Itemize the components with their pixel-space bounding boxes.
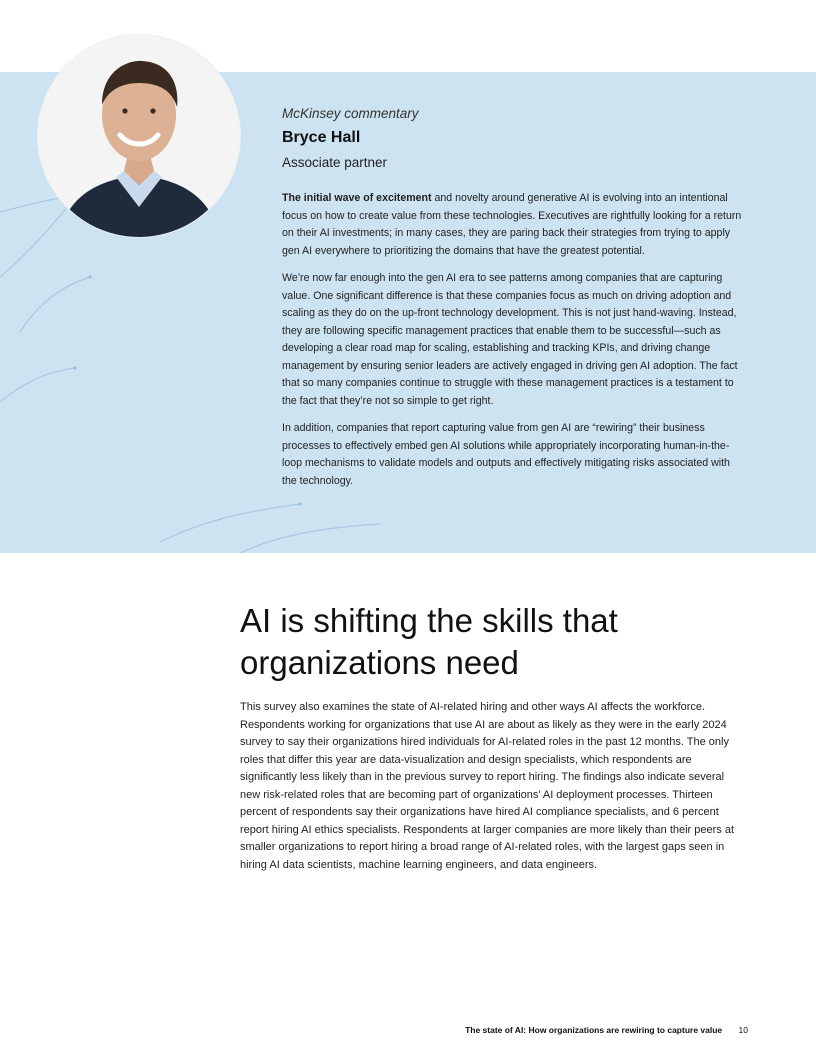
page-footer [465,1025,748,1035]
section-body: This survey also examines the state of AI-related hiring and other ways AI affects the workforce. Respondents working for organizations that use AI are about as likely as they were in the early 2024 survey to say their organizations hired individuals for AI-related roles in the past 12 months. The only roles that differ this year are data-visualization and design specialists, which respondents are significantly less likely than in the previous survey to report hiring. The findings also indicate several new risk-related roles that are becoming part of organizations’ AI deployment processes. Thirteen percent of respondents say their organizations have hired AI compliance specialists, and 6 percent report hiring AI ethics specialists. Respondents at larger companies are more likely than their peers at smaller organizations to report hiring a broad range of AI-related roles, with the largest gaps seen in hiring AI data scientists, machine learning engineers, and data engineers. [240,701,735,871]
commentary-paragraph-1-text: and novelty around generative AI is evolving into an intentional focus on how to create value from these technologies. Executives are rightfully looking for a return on their AI investments; in many cases, they are paring back their strategies from trying to apply gen AI everywhere to prioritizing the domains that have the greatest potential. [282,192,742,257]
author-role: Associate partner [282,155,388,170]
commentary-block [282,106,742,500]
page-number: 10 [738,1025,748,1035]
author-portrait [38,35,240,237]
commentary-paragraph-2: We’re now far enough into the gen AI era to see patterns among companies that are capturing value. One significant difference is that these companies focus as much on driving adoption and scaling as they do on the up-front technology development. This is not just hand-waving. Instead, they are following specific management practices that enable them to be successful—such as developing a clear road map for scaling, establishing and tracking KPIs, and driving change management by ensuring senior leaders are actively engaged in driving gen AI adoption. The fact that so many companies continue to struggle with these management practices is a testament to the fact that they’re not so simple to get right. [282,272,738,407]
footer-title: The state of AI: How organizations are rewiring to capture value [465,1025,723,1035]
author-name: Bryce Hall [282,129,361,146]
section-title: AI is shifting the skills that organizations need [240,602,618,681]
commentary-lead-in: The initial wave of excitement [282,192,432,204]
commentary-kicker: McKinsey commentary [282,106,419,121]
commentary-paragraph-1 [282,190,742,260]
portrait-image [38,35,240,237]
commentary-paragraph-3: In addition, companies that report capturing value from gen AI are “rewiring” their business processes to effectively embed gen AI solutions while appropriately incorporating human-in-the-loop mechanisms to validate models and outputs and effectively mitigating risks associated with the technology. [282,422,730,487]
